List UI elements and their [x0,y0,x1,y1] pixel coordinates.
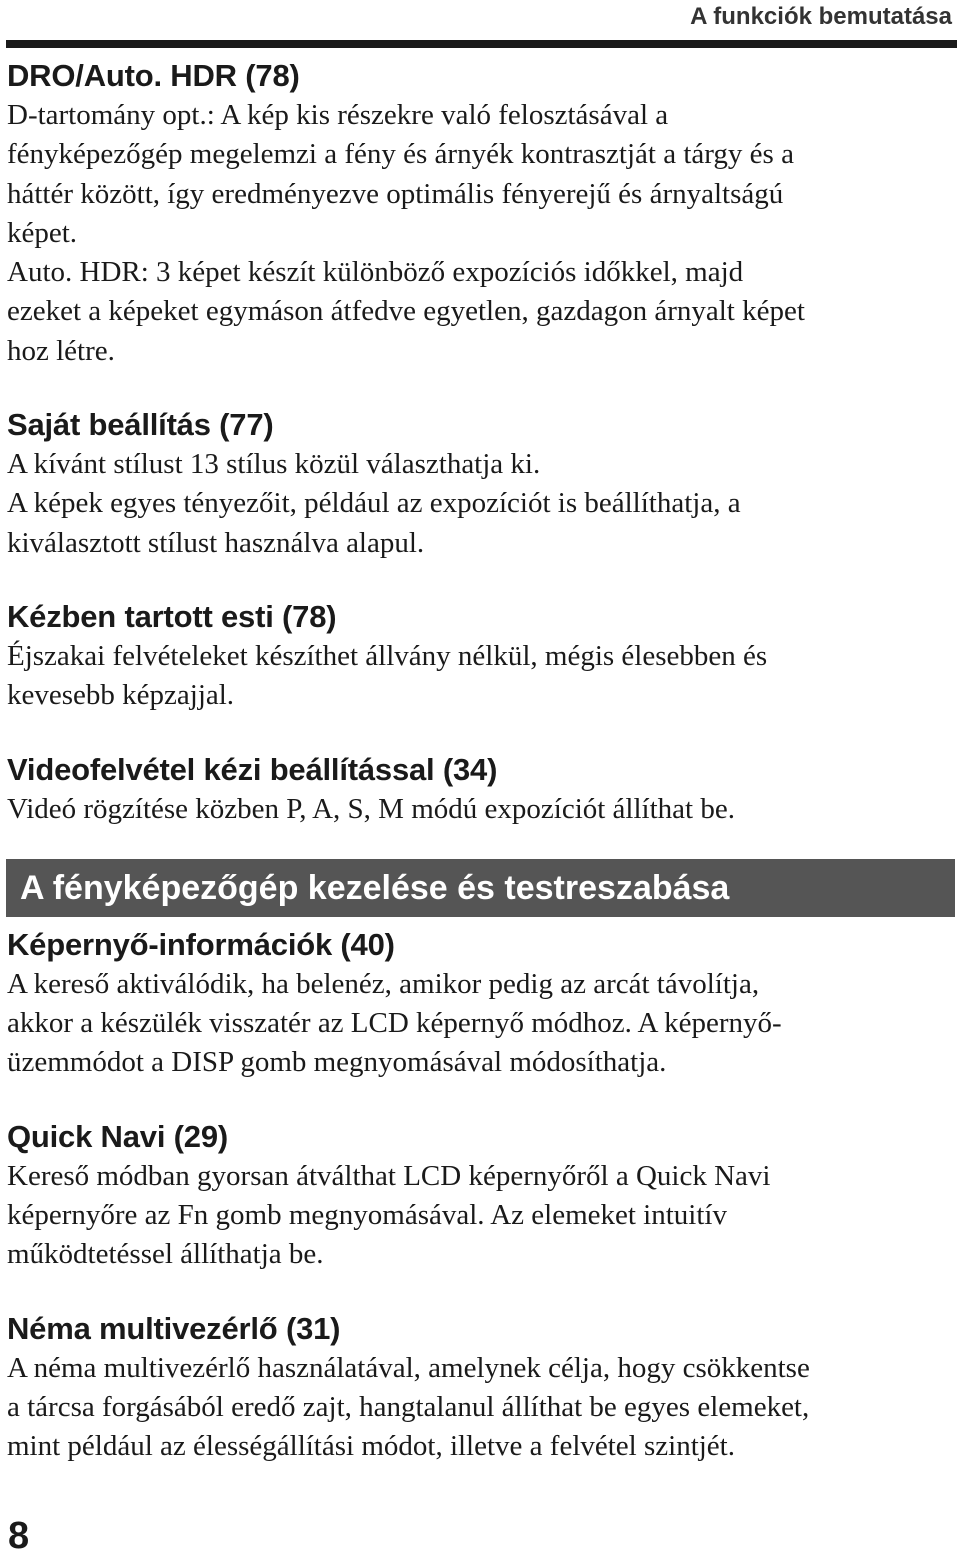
entry-line: a tárcsa forgásából eredő zajt, hangtalanul állíthat be egyes elemeket, [7,1390,810,1423]
entry-line: Videó rögzítése közben P, A, S, M módú expozíciót állíthat be. [7,792,735,825]
entry-line: mint például az élességállítási módot, illetve a felvétel szintjét. [7,1430,735,1463]
entry-quick-navi [7,1117,953,1275]
entry-title: Quick Navi (29) [7,1118,228,1154]
entry-line: D-tartomány opt.: A kép kis részekre való felosztásával a [7,99,669,131]
page-number: 8 [8,1515,30,1557]
entry-line: A kereső aktiválódik, ha belenéz, amikor pedig az arcát távolítja, [7,967,760,1000]
section-banner: A fényképezőgép kezelése és testreszabása [6,859,955,917]
entry-line: kevesebb képzajjal. [7,679,235,712]
entry-title: DRO/Auto. HDR (78) [7,58,300,93]
entry-line: működtetéssel állíthatja be. [7,1238,324,1271]
entry-line: hoz létre. [7,334,115,367]
entry-line: A képek egyes tényezőit, például az expozíciót is beállíthatja, a [7,487,741,520]
entry-title: Videofelvétel kézi beállítással (34) [7,751,498,787]
entry-kepernyo-informaciok [7,925,953,1083]
entry-sajat-beallitas [7,405,953,563]
entry-title: Képernyő-információk (40) [7,926,395,962]
entry-line: háttér között, így eredményezve optimális fényerejű és árnyaltságú [7,177,784,210]
entry-line: Éjszakai felvételeket készíthet állvány nélkül, mégis élesebben és [7,639,768,672]
entry-title: Néma multivezérlő (31) [7,1310,341,1346]
page-content [7,56,953,1467]
entry-nema-multivezerlo [7,1309,953,1467]
header-rule [6,40,957,48]
entry-line: Kereső módban gyorsan átválthat LCD képernyőről a Quick Navi [7,1159,771,1192]
entry-dro-auto-hdr [7,56,953,371]
entry-line: képet. [7,216,78,249]
entry-line: kiválasztott stílust használva alapul. [7,526,425,559]
entry-line: akkor a készülék visszatér az LCD képernyő módhoz. A képernyő- [7,1007,782,1040]
entry-line: üzemmódot a DISP gomb megnyomásával módosíthatja. [7,1046,667,1079]
entry-line: fényképezőgép megelemzi a fény és árnyék kontrasztját a tárgy és a [7,138,794,171]
entry-videofelvetel [7,750,953,829]
entry-line: A kívánt stílust 13 stílus közül választhatja ki. [7,448,541,481]
entry-kezben-tartott-esti [7,597,953,716]
entry-line: Auto. HDR: 3 képet készít különböző expozíciós időkkel, majd [7,256,744,289]
entry-title: Kézben tartott esti (78) [7,598,337,634]
entry-line: A néma multivezérlő használatával, amelynek célja, hogy csökkentse [7,1351,810,1384]
running-head: A funkciók bemutatása [690,3,952,30]
entry-line: képernyőre az Fn gomb megnyomásával. Az elemeket intuitív [7,1199,727,1232]
entry-line: ezeket a képeket egymáson átfedve egyetlen, gazdagon árnyalt képet [7,295,805,328]
entry-title: Saját beállítás (77) [7,407,274,443]
